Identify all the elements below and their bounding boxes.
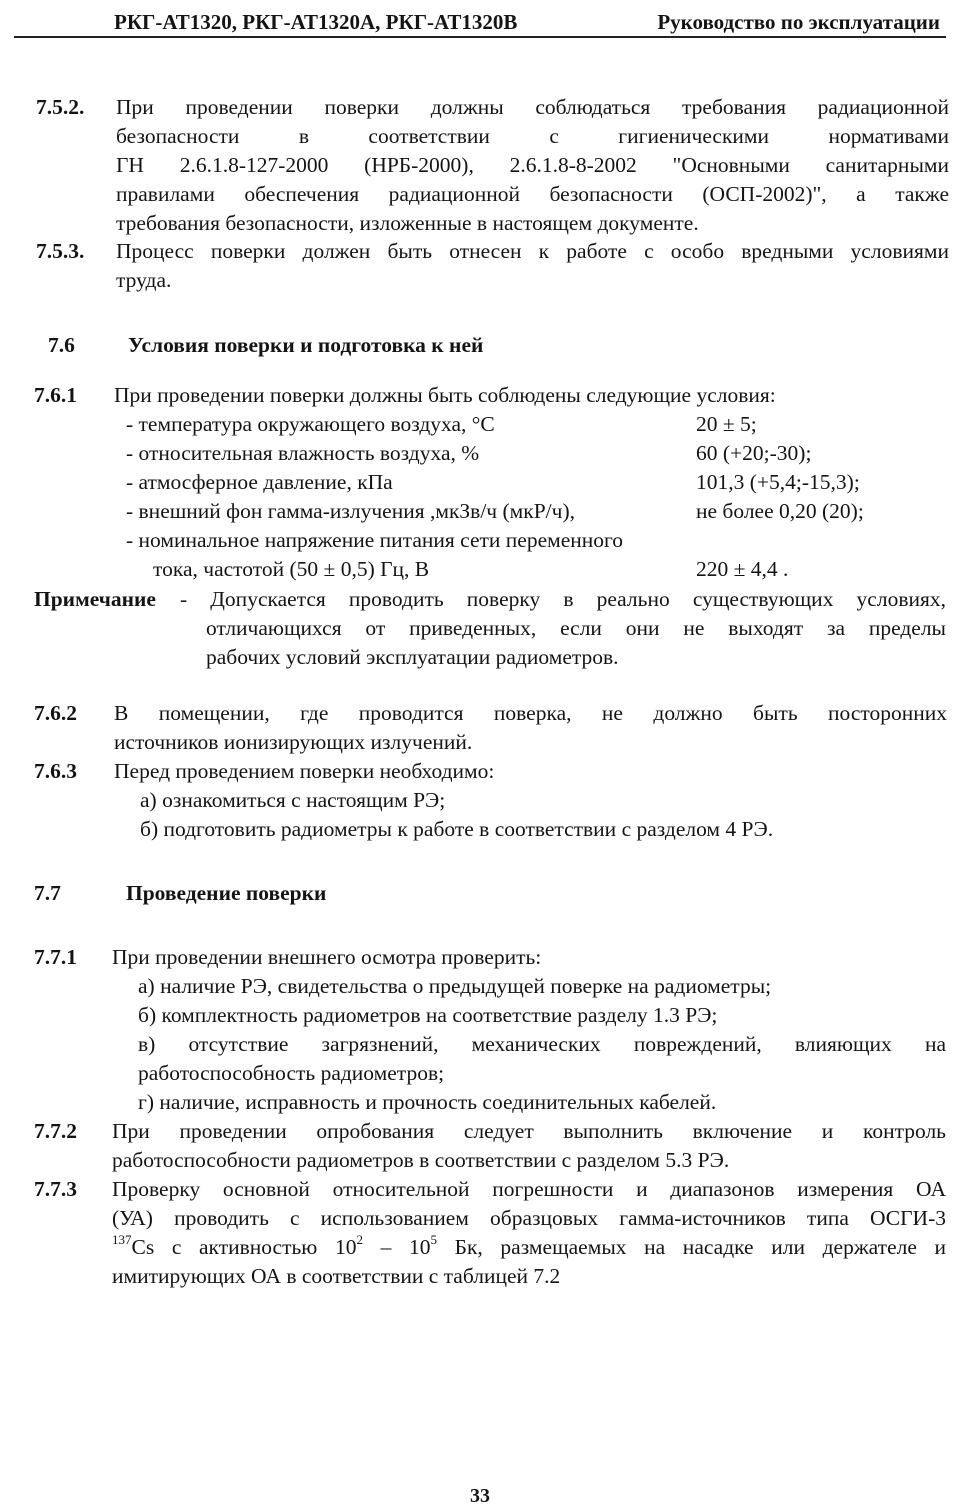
- condition-value: 60 (+20;-30);: [696, 441, 812, 465]
- header-doc-type: Руководство по эксплуатации: [657, 10, 940, 34]
- clause-number-7-6-1: 7.6.1: [34, 383, 77, 407]
- condition-row: [126, 555, 926, 584]
- list-item-b: б) подготовить радиометры к работе в соответствии с разделом 4 РЭ.: [140, 817, 774, 841]
- condition-label: тока, частотой (50 ± 0,5) Гц, В: [153, 557, 430, 581]
- page-header: [14, 6, 946, 38]
- text-fragment: Бк, размещаемых на насадке или держателе и: [437, 1235, 947, 1259]
- condition-row: [126, 526, 926, 555]
- clause-number-7-7-2: 7.7.2: [34, 1119, 77, 1143]
- section-number-7-7: 7.7: [34, 881, 61, 905]
- isotope-mass-number: 137: [112, 1231, 132, 1247]
- text-fragment: – 10: [363, 1235, 431, 1259]
- condition-label: - температура окружающего воздуха, °С: [126, 412, 495, 436]
- note-label: Примечание: [34, 587, 156, 611]
- text-line: - Допускается проводить поверку в реально существующих условиях,: [180, 587, 946, 611]
- condition-row: [126, 410, 926, 439]
- text-line: работоспособности радиометров в соответствии с разделом 5.3 РЭ.: [112, 1148, 730, 1172]
- exponent: 2: [356, 1231, 363, 1247]
- text-line: (УА) проводить с использованием образцовых гамма-источников типа ОСГИ-3: [112, 1206, 946, 1230]
- exponent: 5: [430, 1231, 438, 1247]
- text-line: рабочих условий эксплуатации радиометров.: [206, 645, 619, 669]
- text-line: Проверку основной относительной погрешности и диапазонов измерения ОА: [112, 1177, 946, 1201]
- clause-7-6-3-text: Перед проведением поверки необходимо:: [114, 759, 495, 783]
- clause-7-6-1-intro: При проведении поверки должны быть соблюдены следующие условия:: [114, 383, 776, 407]
- clause-7-5-3-text: [116, 237, 949, 295]
- text-line: ГН 2.6.1.8-127-2000 (НРБ-2000), 2.6.1.8-8-2002 "Основными санитарными: [116, 153, 949, 177]
- condition-label: - номинальное напряжение питания сети переменного: [126, 528, 624, 552]
- list-item-a: а) наличие РЭ, свидетельства о предыдущей поверке на радиометры;: [138, 974, 772, 998]
- clause-number-7-6-2: 7.6.2: [34, 701, 77, 725]
- condition-label: - внешний фон гамма-излучения ,мкЗв/ч (мкР/ч),: [126, 499, 575, 523]
- condition-value: 20 ± 5;: [696, 412, 757, 436]
- list-item-b: б) комплектность радиометров на соответствие разделу 1.3 РЭ;: [138, 1003, 718, 1027]
- condition-row: [126, 439, 926, 468]
- condition-value: 220 ± 4,4 .: [696, 557, 789, 581]
- text-line: труда.: [116, 268, 172, 292]
- text-line: в) отсутствие загрязнений, механических повреждений, влияющих на: [138, 1032, 946, 1056]
- clause-number-7-6-3: 7.6.3: [34, 759, 77, 783]
- section-number-7-6: 7.6: [48, 333, 75, 357]
- clause-7-6-2-text: [114, 699, 947, 757]
- text-line: отличающихся от приведенных, если они не выходят за пределы: [206, 616, 946, 640]
- list-item-d: г) наличие, исправность и прочность соединительных кабелей.: [138, 1090, 717, 1114]
- header-product-names: РКГ-АТ1320, РКГ-АТ1320А, РКГ-АТ1320В: [114, 10, 518, 34]
- list-item-a: а) ознакомиться с настоящим РЭ;: [140, 788, 446, 812]
- clause-7-5-2-text: [116, 93, 949, 238]
- text-line: имитирующих ОА в соответствии с таблицей 7.2: [112, 1264, 561, 1288]
- clause-7-7-1-text: При проведении внешнего осмотра проверить:: [112, 945, 542, 969]
- text-line: источников ионизирующих излучений.: [114, 730, 473, 754]
- text-line: правилами обеспечения радиационной безопасности (ОСП-2002)", а также: [116, 182, 949, 206]
- section-title-7-6: Условия поверки и подготовка к ней: [128, 333, 484, 357]
- clause-number-7-5-3: 7.5.3.: [36, 239, 85, 263]
- condition-row: [126, 468, 926, 497]
- condition-value: не более 0,20 (20);: [696, 499, 864, 523]
- note-text-continued: [206, 614, 946, 672]
- page-number: 33: [470, 1485, 490, 1507]
- condition-label: - относительная влажность воздуха, %: [126, 441, 480, 465]
- text-line: Процесс поверки должен быть отнесен к работе с особо вредными условиями: [116, 239, 949, 263]
- condition-label: - атмосферное давление, кПа: [126, 470, 393, 494]
- clause-number-7-7-3: 7.7.3: [34, 1177, 77, 1201]
- text-line: [112, 1233, 946, 1262]
- text-line: работоспособность радиометров;: [138, 1061, 445, 1085]
- text-line: При проведении опробования следует выполнить включение и контроль: [112, 1119, 946, 1143]
- text-line: требования безопасности, изложенные в настоящем документе.: [116, 211, 699, 235]
- text-fragment: Cs с активностью 10: [131, 1235, 357, 1259]
- clause-number-7-5-2: 7.5.2.: [36, 95, 85, 119]
- list-item-c: [138, 1030, 946, 1088]
- text-line: В помещении, где проводится поверка, не должно быть посторонних: [114, 701, 947, 725]
- text-line: безопасности в соответствии с гигиеническими нормативами: [116, 124, 949, 148]
- clause-7-7-2-text: [112, 1117, 946, 1175]
- condition-value: 101,3 (+5,4;-15,3);: [696, 470, 860, 494]
- clause-number-7-7-1: 7.7.1: [34, 945, 77, 969]
- clause-7-7-3-text: [112, 1175, 946, 1291]
- section-title-7-7: Проведение поверки: [126, 881, 327, 905]
- note-text: [180, 585, 946, 614]
- condition-row: [126, 497, 926, 526]
- text-line: При проведении поверки должны соблюдаться требования радиационной: [116, 95, 949, 119]
